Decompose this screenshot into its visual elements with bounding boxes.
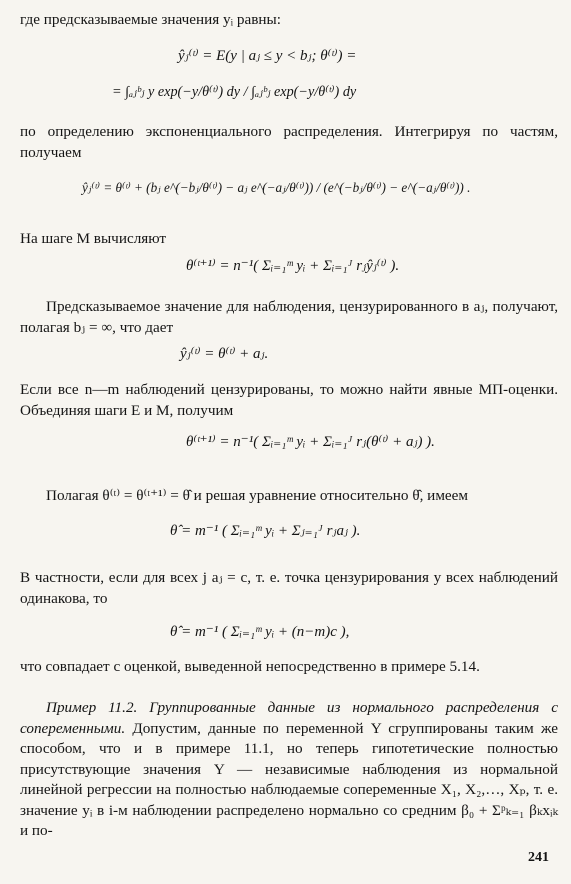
equation-censored-prediction: ŷⱼ⁽ᵗ⁾ = θ⁽ᵗ⁾ + aⱼ. <box>180 346 269 362</box>
example-heading: Пример 11.2. Группированные данные из нормального распределения с сопеременными. <box>20 699 558 737</box>
paragraph-intro: где предсказываемые значения yᵢ равны: <box>20 11 281 28</box>
equation-prediction: ŷⱼ⁽ᵗ⁾ = θ⁽ᵗ⁾ + (bⱼ e^(−bⱼ/θ⁽ᵗ⁾) − aⱼ e^(−aⱼ/θ⁽ᵗ⁾)) / (e^(−bⱼ/θ⁽ᵗ⁾) − e^(−aⱼ/θ⁽ᵗ⁾)) . <box>82 180 471 195</box>
paragraph-special-case: В частности, если для всех j aⱼ = c, т. е. точка цензурирования у всех наблюдений одинакова, то <box>20 569 558 607</box>
equation-theta-hat: θ̂ = m⁻¹ ( Σᵢ₌₁ᵐ yᵢ + Σⱼ₌₁ᴶ rⱼaⱼ ). <box>170 523 361 539</box>
equation-expected-value: ŷⱼ⁽ᵗ⁾ = E(y | aⱼ ≤ y < bⱼ; θ⁽ᵗ⁾) = <box>178 48 357 64</box>
equation-theta-hat-constant: θ̂ = m⁻¹ ( Σᵢ₌₁ᵐ yᵢ + (n−m)c ), <box>170 624 350 640</box>
equation-combined: θ⁽ᵗ⁺¹⁾ = n⁻¹( Σᵢ₌₁ᵐ yᵢ + Σᵢ₌₁ᴶ rⱼ(θ⁽ᵗ⁾ + aⱼ) ). <box>186 434 435 450</box>
equation-integral-ratio: = ∫ₐⱼᵇⱼ y exp(−y/θ⁽ᵗ⁾) dy / ∫ₐⱼᵇⱼ exp(−y/θ⁽ᵗ⁾) dy <box>112 84 357 100</box>
equation-m-step: θ⁽ᵗ⁺¹⁾ = n⁻¹( Σᵢ₌₁ᵐ yᵢ + Σᵢ₌₁ᴶ rⱼŷⱼ⁽ᵗ⁾ ). <box>186 258 400 274</box>
paragraph-explicit-mle: Если все n—m наблюдений цензурированы, то можно найти явные МП-оценки. Объединяя шаги Е и М, получим <box>20 381 558 419</box>
paragraph-fixed-point: Полагая θ⁽ᵗ⁾ = θ⁽ᵗ⁺¹⁾ = θ̂ и решая уравнение относительно θ̂, имеем <box>46 487 469 504</box>
paragraph-censored: Предсказываемое значение для наблюдения, цензурированного в aⱼ, получают, полагая bⱼ = ∞, что дает <box>20 298 558 336</box>
paragraph-example-11-2 <box>20 698 558 842</box>
paragraph-m-step: На шаге М вычисляют <box>20 230 167 247</box>
paragraph-coincides: что совпадает с оценкой, выведенной непосредственно в примере 5.14. <box>20 658 480 675</box>
paragraph-integration: по определению экспоненциального распределения. Интегрируя по частям, получаем <box>20 123 558 161</box>
page-number: 241 <box>528 850 549 865</box>
example-body: Допустим, данные по переменной Y сгруппированы таким же способом, что и в примере 11.1, но теперь гипотетические полностью присутствующие значения Y — независимые наблюдения из нормальной линейной регрессии на полностью наблюдаемые сопеременные X₁, X₂,…, Xₚ, т. е. значение yᵢ в i-м наблюдении распределено нормально со средним β₀ + Σᵖₖ₌₁ βₖxᵢₖ и по- <box>20 719 559 839</box>
